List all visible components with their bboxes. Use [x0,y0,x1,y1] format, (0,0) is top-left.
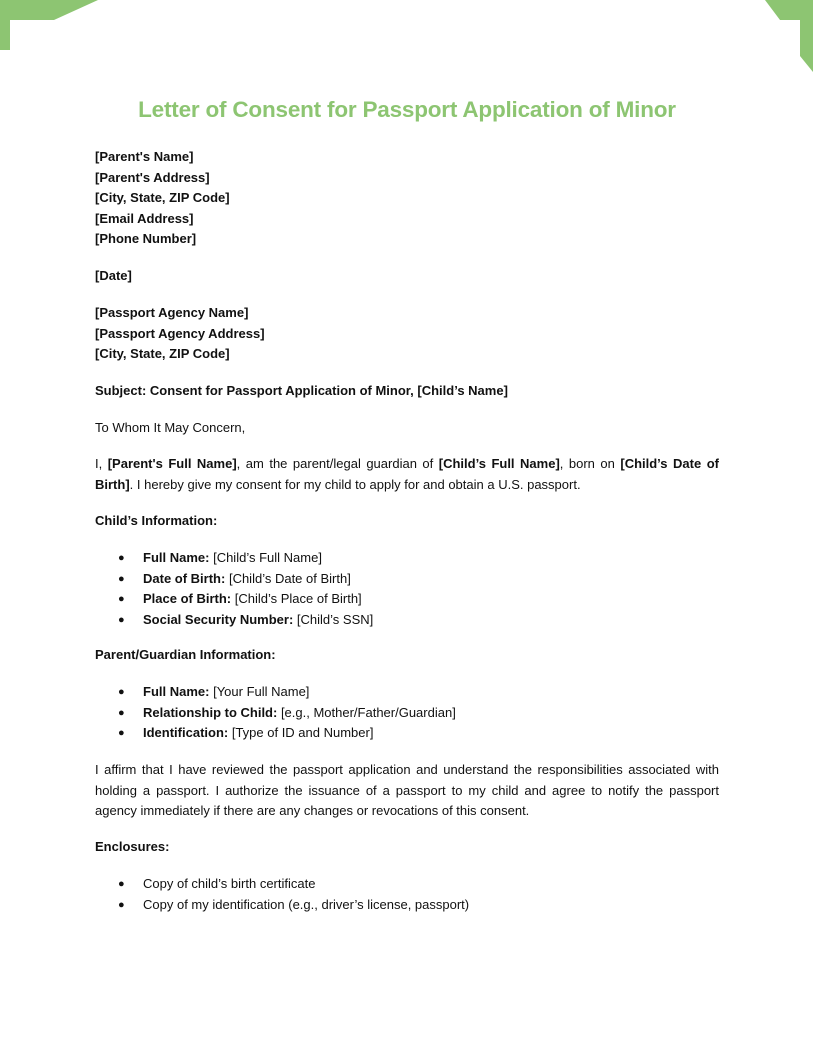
bullet-icon: ● [118,706,125,719]
salutation-text: To Whom It May Concern, [95,420,246,435]
sender-email: [Email Address] [95,210,194,226]
bullet-icon: ● [118,552,125,564]
item-label: Identification: [143,725,229,740]
child-info-list [95,548,719,630]
intro-text [95,454,719,495]
bullet-icon: ● [118,593,125,605]
child-full-name-placeholder: [Child’s Full Name] [438,456,560,471]
recipient-agency-name: [Passport Agency Name] [95,305,249,320]
enclosures-list [95,874,719,915]
intro-text-part: , born on [559,456,621,471]
date-line [95,266,719,287]
sender-block [95,147,719,250]
affirmation-text: I affirm that I have reviewed the passport application and understand the responsibilities associated with holding a passport. I authorize the issuance of a passport to my child and agree to notify the passport agency immediately if there are any changes or revocations of this consent. [95,762,719,818]
enclosures-heading [95,837,719,858]
recipient-city: [City, State, ZIP Code] [95,346,230,361]
list-item [95,703,719,724]
salutation [95,418,719,439]
list-item [95,610,719,631]
list-item [95,682,719,703]
recipient-agency-address: [Passport Agency Address] [95,325,265,341]
enclosures-heading-text: Enclosures: [95,839,170,854]
corner-decoration-left [0,0,100,52]
bullet-icon: ● [118,878,125,890]
item-value: [Child’s Full Name] [209,550,322,565]
item-value: [e.g., Mother/Father/Guardian] [277,704,456,720]
item-label: Place of Birth: [143,591,232,606]
subject-line [95,381,719,402]
sender-phone: [Phone Number] [95,231,197,246]
child-dob-placeholder: [Child’s Date of Birth] [95,456,719,492]
item-value: [Child’s Date of Birth] [225,570,351,586]
page-title: Letter of Consent for Passport Application of Minor [138,97,676,122]
parent-info-heading [95,645,719,666]
subject-text: Subject: Consent for Passport Application of Minor, [Child’s Name] [95,383,508,398]
item-value: [Type of ID and Number] [228,725,374,740]
list-item [95,548,719,569]
item-label: Date of Birth: [143,570,226,586]
list-item [95,569,719,590]
enclosure-item: Copy of my identification (e.g., driver’s license, passport) [143,896,470,912]
list-item [95,895,719,916]
intro-text-part: , am the parent/legal guardian of [236,456,439,471]
enclosure-item: Copy of child’s birth certificate [143,876,316,891]
sender-name: [Parent's Name] [95,149,194,164]
list-item [95,874,719,895]
bullet-icon: ● [118,898,125,911]
item-label: Relationship to Child: [143,704,278,720]
parent-info-heading-text: Parent/Guardian Information: [95,647,276,662]
bullet-icon: ● [118,572,125,585]
item-value: [Your Full Name] [209,684,310,699]
corner-decoration-right [763,0,813,75]
date-text: [Date] [95,268,132,283]
affirmation-paragraph [95,760,719,822]
item-value: [Child’s SSN] [293,611,374,627]
bullet-icon: ● [118,727,125,739]
intro-text-part: . I hereby give my consent for my child to apply for and obtain a U.S. passport. [129,476,581,492]
sender-address: [Parent's Address] [95,169,210,185]
list-item [95,589,719,610]
item-label: Social Security Number: [143,611,294,627]
child-info-heading [95,511,719,532]
parent-full-name-placeholder: [Parent's Full Name] [107,456,237,471]
bullet-icon: ● [118,686,125,698]
item-label: Full Name: [143,684,210,699]
child-info-heading-text: Child’s Information: [95,513,218,528]
recipient-block [95,303,719,365]
list-item [95,723,719,744]
item-value: [Child’s Place of Birth] [231,591,362,606]
intro-paragraph [95,454,719,495]
intro-text-part: I, [95,456,108,471]
parent-info-list [95,682,719,744]
item-label: Full Name: [143,550,210,565]
bullet-icon: ● [118,613,125,626]
sender-city: [City, State, ZIP Code] [95,190,230,205]
